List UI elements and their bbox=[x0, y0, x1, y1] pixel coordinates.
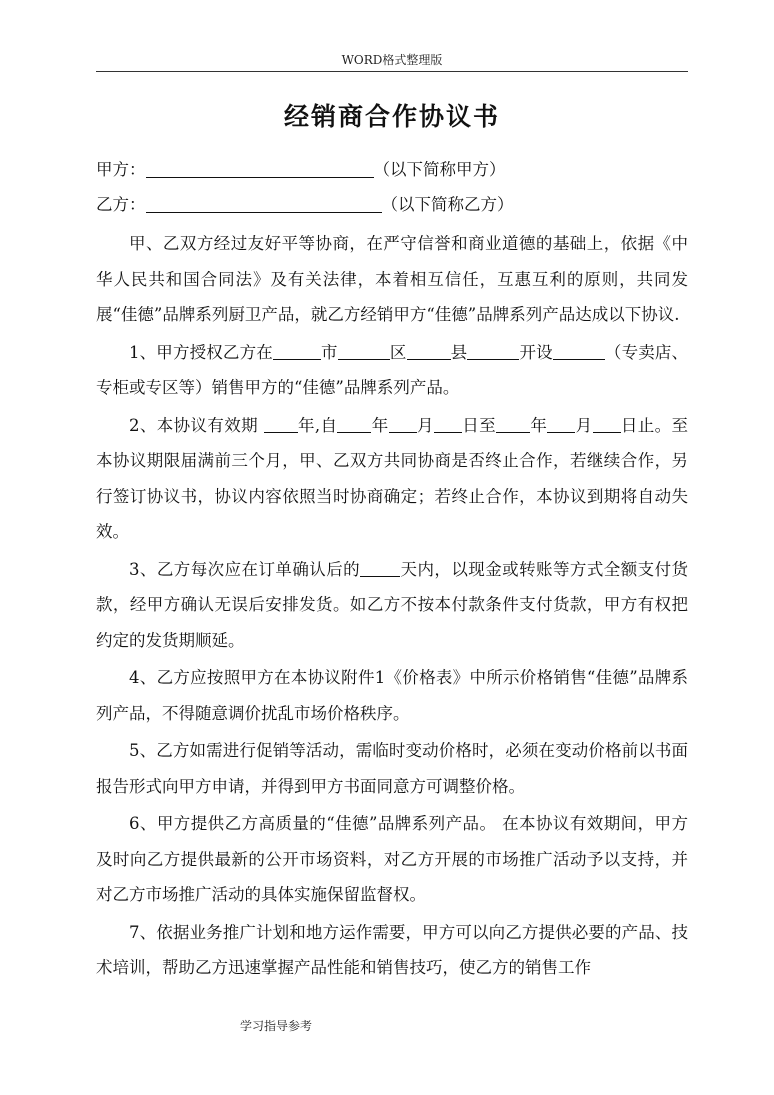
clause-2-text-2: 年,自 bbox=[297, 415, 338, 435]
clause-1-text-5: 开设 bbox=[519, 342, 553, 362]
clause-1-text-4: 县 bbox=[450, 342, 468, 362]
clause-2-text-8: 日止。至本协议期限届满前三个月，甲、乙双方共同协商是否终止合作，若继续合作，另行签订协议书，协议内容依照当时协商确定；若终止合作，本协议到期将自动失效。 bbox=[96, 415, 688, 541]
clause-3-text-2: 天内，以现金或转账等方式全额支付货款，经甲方确认无误后安排发货。如乙方不按本付款条件支付货款，甲方有权把约定的发货期顺延。 bbox=[96, 559, 689, 650]
page-header: WORD格式整理版 bbox=[341, 53, 443, 67]
location-blank[interactable] bbox=[467, 343, 519, 360]
county-blank[interactable] bbox=[407, 343, 451, 360]
clause-2-text-3: 年 bbox=[371, 415, 389, 435]
payment-days-blank[interactable] bbox=[360, 560, 400, 577]
clause-1-text-3: 区 bbox=[389, 342, 407, 362]
clause-2-text-5: 日至 bbox=[461, 415, 496, 435]
clause-2-text-6: 年 bbox=[530, 415, 548, 435]
outlet-type-blank[interactable] bbox=[553, 343, 605, 360]
term-years-blank[interactable] bbox=[264, 416, 298, 433]
clause-1-text-6: （专卖店、专柜或专区等）销售甲方的“佳德”品牌系列产品。 bbox=[96, 342, 689, 397]
party-b-label: 乙方： bbox=[96, 195, 146, 214]
header-divider bbox=[96, 71, 688, 72]
clause-7: 7、依据业务推广计划和地方运作需要，甲方可以向乙方提供必要的产品、技术培训，帮助乙方迅速掌握产品性能和销售技巧，使乙方的销售工作 bbox=[96, 922, 688, 977]
city-blank[interactable] bbox=[273, 343, 321, 360]
clause-6: 6、甲方提供乙方高质量的“佳德”品牌系列产品。 在本协议有效期间，甲方及时向乙方提供最新的公开市场资料，对乙方开展的市场推广活动予以支持，并对乙方市场推广活动的具体实施保留监督权。 bbox=[96, 814, 688, 904]
start-month-blank[interactable] bbox=[389, 416, 417, 433]
clause-1-text-1: 1、甲方授权乙方在 bbox=[129, 342, 273, 362]
clause-4: 4、乙方应按照甲方在本协议附件1《价格表》中所示价格销售“佳德”品牌系列产品，不得随意调价扰乱市场价格秩序。 bbox=[96, 668, 688, 723]
party-a-line bbox=[96, 156, 506, 180]
clause-3 bbox=[96, 552, 688, 659]
party-a-suffix: （以下简称甲方） bbox=[373, 160, 506, 179]
party-b-blank[interactable] bbox=[146, 195, 382, 213]
end-month-blank[interactable] bbox=[547, 416, 575, 433]
party-a-blank[interactable] bbox=[146, 160, 374, 178]
start-year-blank[interactable] bbox=[337, 416, 371, 433]
page-footer: 学习指导参考 bbox=[240, 1019, 313, 1033]
clause-1 bbox=[96, 335, 688, 406]
clause-3-text-1: 3、乙方每次应在订单确认后的 bbox=[129, 559, 361, 579]
party-b-suffix: （以下简称乙方） bbox=[381, 195, 514, 214]
preamble-paragraph: 甲、乙双方经过友好平等协商，在严守信誉和商业道德的基础上，依据《中华人民共和国合同法》及有关法律，本着相互信任，互惠互利的原则，共同发展“佳德”品牌系列厨卫产品，就乙方经销甲方“佳德”品牌系列产品达成以下协议. bbox=[96, 234, 688, 324]
agreement-body bbox=[96, 226, 688, 986]
document-title: 经销商合作协议书 bbox=[283, 102, 500, 131]
district-blank[interactable] bbox=[338, 343, 390, 360]
clause-1-text-2: 市 bbox=[320, 342, 338, 362]
end-year-blank[interactable] bbox=[496, 416, 530, 433]
clause-2-text-1: 2、本协议有效期 bbox=[129, 415, 264, 435]
clause-2 bbox=[96, 408, 688, 550]
clause-2-text-7: 月 bbox=[575, 415, 593, 435]
party-a-label: 甲方： bbox=[96, 160, 146, 179]
clause-5: 5、乙方如需进行促销等活动，需临时变动价格时，必须在变动价格前以书面报告形式向甲方申请，并得到甲方书面同意方可调整价格。 bbox=[96, 741, 688, 796]
clause-2-text-4: 月 bbox=[416, 415, 434, 435]
end-day-blank[interactable] bbox=[593, 416, 621, 433]
party-b-line bbox=[96, 191, 514, 215]
start-day-blank[interactable] bbox=[434, 416, 462, 433]
